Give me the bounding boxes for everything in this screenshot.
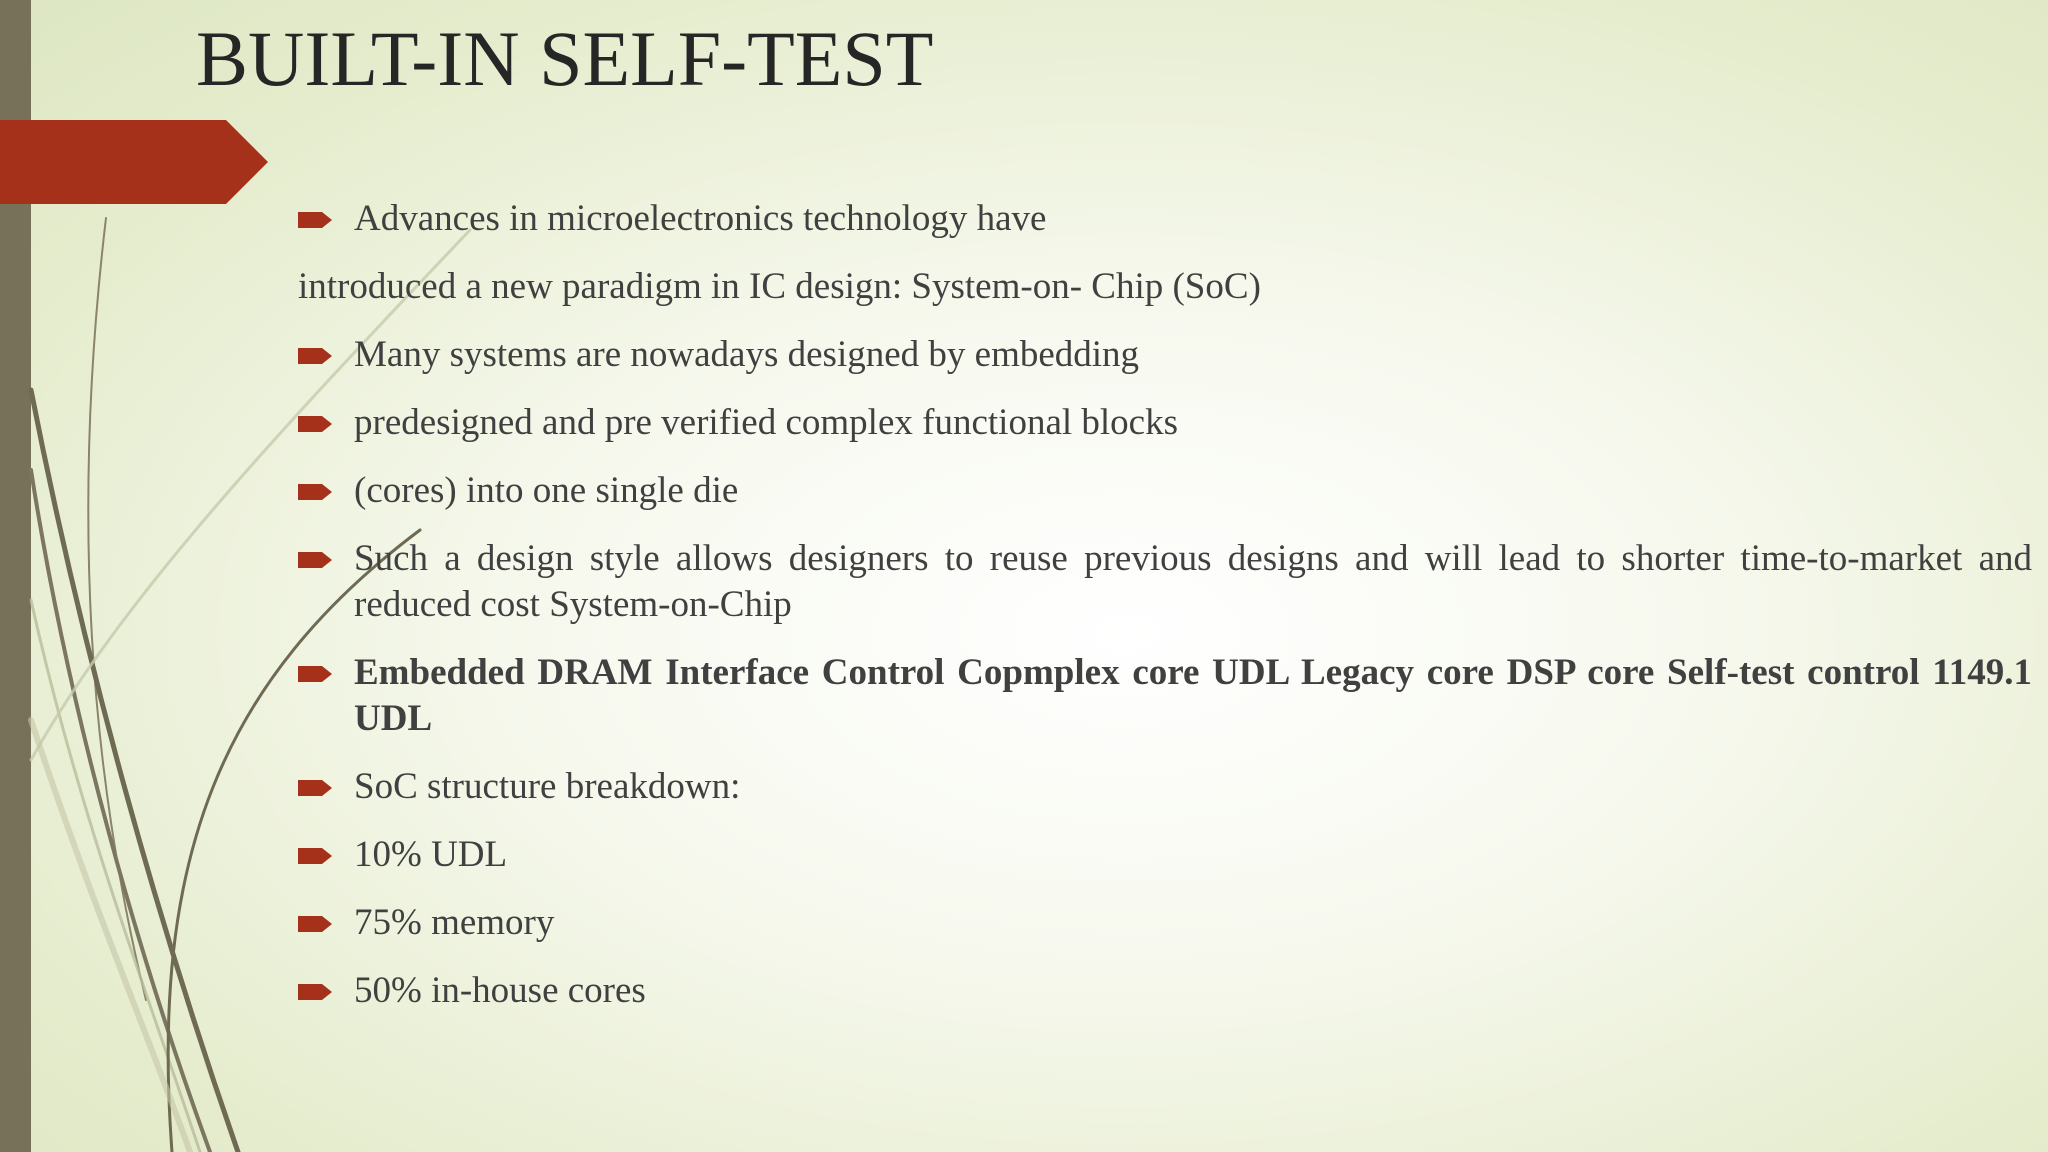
list-item: [298, 264, 2032, 310]
list-item: [298, 764, 2032, 810]
list-item-text: 10% UDL: [354, 834, 508, 875]
list-item-text: 75% memory: [354, 902, 555, 943]
list-item: [298, 650, 2032, 742]
arrow-tag-icon: [298, 984, 332, 1000]
title-arrow-banner: [0, 120, 268, 204]
list-item-text: (cores) into one single die: [354, 470, 739, 511]
arrow-tag-icon: [298, 666, 332, 682]
curve-3: [31, 470, 210, 1152]
arrow-tag-icon: [298, 416, 332, 432]
list-item-text: 50% in-house cores: [354, 970, 646, 1011]
list-item-text: Many systems are nowadays designed by embedding: [354, 334, 1140, 375]
list-item-text: introduced a new paradigm in IC design: System-on- Chip (SoC): [298, 266, 1261, 307]
list-item: [298, 968, 2032, 1014]
list-item-text: SoC structure breakdown:: [354, 766, 741, 807]
arrow-tag-icon: [298, 348, 332, 364]
list-item-text: predesigned and pre verified complex functional blocks: [354, 402, 1178, 443]
list-item-text: Embedded DRAM Interface Control Copmplex core UDL Legacy core DSP core Self-test control 1149.1 UDL: [354, 652, 2032, 739]
list-item: [298, 400, 2032, 446]
list-item: [298, 832, 2032, 878]
arrow-tag-icon: [298, 848, 332, 864]
curve-2: [31, 390, 238, 1152]
arrow-tag-icon: [298, 484, 332, 500]
list-item-text: Such a design style allows designers to reuse previous designs and will lead to shorter time-to-market and reduced cost System-on-Chip: [354, 538, 2032, 625]
list-item: [298, 196, 2032, 242]
curve-1: [88, 218, 146, 1000]
page-title: BUILT-IN SELF-TEST: [196, 15, 934, 102]
arrow-tag-icon: [298, 552, 332, 568]
list-item-text: Advances in microelectronics technology have: [354, 198, 1047, 239]
slide-body: [298, 196, 2032, 1014]
arrow-tag-icon: [298, 916, 332, 932]
list-item: [298, 468, 2032, 514]
list-item: [298, 536, 2032, 628]
list-item: [298, 900, 2032, 946]
list-item: [298, 332, 2032, 378]
arrow-tag-icon: [298, 780, 332, 796]
curve-4: [31, 600, 200, 1152]
arrow-tag-icon: [298, 212, 332, 228]
